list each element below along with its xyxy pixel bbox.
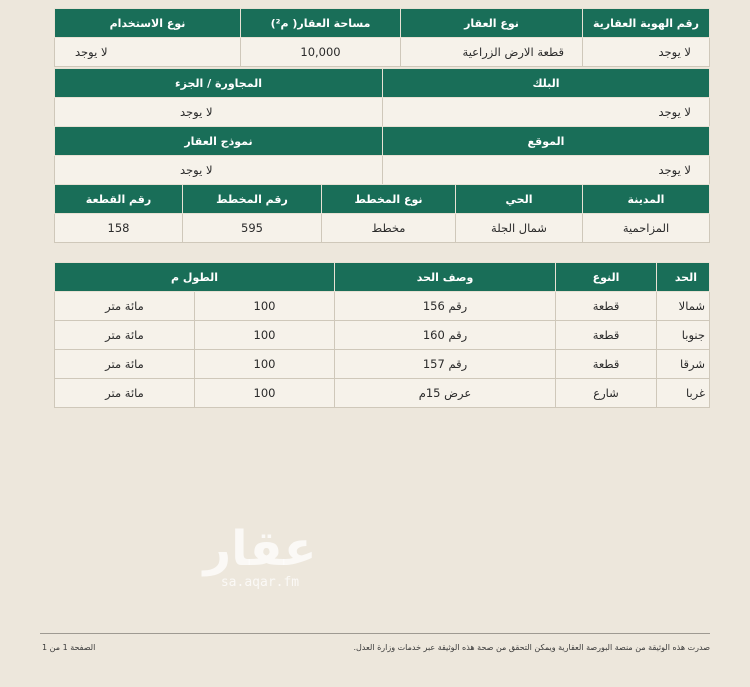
- boundary-description: رقم 156: [335, 292, 556, 321]
- property-info-table: [54, 8, 710, 67]
- header-usage-type: نوع الاستخدام: [55, 9, 241, 38]
- header-boundary-description: وصف الحد: [335, 263, 556, 292]
- page-number: الصفحة 1 من 1: [42, 643, 96, 652]
- value-location: لا يوجد: [383, 156, 710, 185]
- boundary-length: 100: [195, 292, 335, 321]
- table-row: [55, 292, 710, 321]
- boundary-length: 100: [195, 321, 335, 350]
- boundary-length: 100: [195, 350, 335, 379]
- header-plot-number: رقم القطعة: [55, 185, 183, 214]
- watermark-word: عقار: [203, 521, 317, 577]
- footer-divider: [40, 633, 710, 634]
- header-plan-type: نوع المخطط: [322, 185, 456, 214]
- block-table: [54, 68, 710, 127]
- header-property-id: رقم الهوية العقارية: [583, 9, 710, 38]
- watermark-url: sa.aqar.fm: [220, 575, 300, 590]
- plan-table: [54, 184, 710, 243]
- boundary-type: قطعة: [556, 292, 657, 321]
- boundary-description: رقم 157: [335, 350, 556, 379]
- header-property-area: مساحة العقار( م²): [241, 9, 401, 38]
- header-district: الحي: [456, 185, 583, 214]
- boundary-description: رقم 160: [335, 321, 556, 350]
- header-neighborhood-part: المجاورة / الجزء: [55, 69, 383, 98]
- boundaries-table: [54, 262, 710, 408]
- header-length: الطول م: [55, 263, 335, 292]
- header-property-model: نموذج العقار: [55, 127, 383, 156]
- value-city: المزاحمية: [583, 214, 710, 243]
- header-boundary: الحد: [657, 263, 710, 292]
- value-plot-number: 158: [55, 214, 183, 243]
- value-property-area: 10,000: [241, 38, 401, 67]
- boundary-side: شمالا: [657, 292, 710, 321]
- value-property-model: لا يوجد: [55, 156, 383, 185]
- boundary-length-text: مائة متر: [55, 379, 195, 408]
- header-city: المدينة: [583, 185, 710, 214]
- boundary-length: 100: [195, 379, 335, 408]
- value-plan-number: 595: [183, 214, 322, 243]
- header-plan-number: رقم المخطط: [183, 185, 322, 214]
- boundary-length-text: مائة متر: [55, 292, 195, 321]
- boundary-description: عرض 15م: [335, 379, 556, 408]
- boundary-type: قطعة: [556, 321, 657, 350]
- table-row: [55, 350, 710, 379]
- aqar-watermark-logo: [190, 522, 330, 590]
- value-property-type: قطعة الارض الزراعية: [401, 38, 583, 67]
- value-plan-type: مخطط: [322, 214, 456, 243]
- footer-note: صدرت هذه الوثيقة من منصة البورصة العقارية ويمكن التحقق من صحة هذه الوثيقة عبر خدمات وزارة العدل.: [353, 643, 710, 652]
- value-property-id: لا يوجد: [583, 38, 710, 67]
- boundary-type: شارع: [556, 379, 657, 408]
- header-location: الموقع: [383, 127, 710, 156]
- boundary-side: شرقا: [657, 350, 710, 379]
- boundary-side: جنوبا: [657, 321, 710, 350]
- value-block: لا يوجد: [383, 98, 710, 127]
- header-boundary-type: النوع: [556, 263, 657, 292]
- header-property-type: نوع العقار: [401, 9, 583, 38]
- boundary-length-text: مائة متر: [55, 321, 195, 350]
- value-district: شمال الجلة: [456, 214, 583, 243]
- boundary-side: غربا: [657, 379, 710, 408]
- boundary-type: قطعة: [556, 350, 657, 379]
- table-row: [55, 379, 710, 408]
- boundary-length-text: مائة متر: [55, 350, 195, 379]
- value-neighborhood-part: لا يوجد: [55, 98, 383, 127]
- value-usage-type: لا يوجد: [55, 38, 241, 67]
- location-table: [54, 126, 710, 185]
- header-block: البلك: [383, 69, 710, 98]
- table-row: [55, 321, 710, 350]
